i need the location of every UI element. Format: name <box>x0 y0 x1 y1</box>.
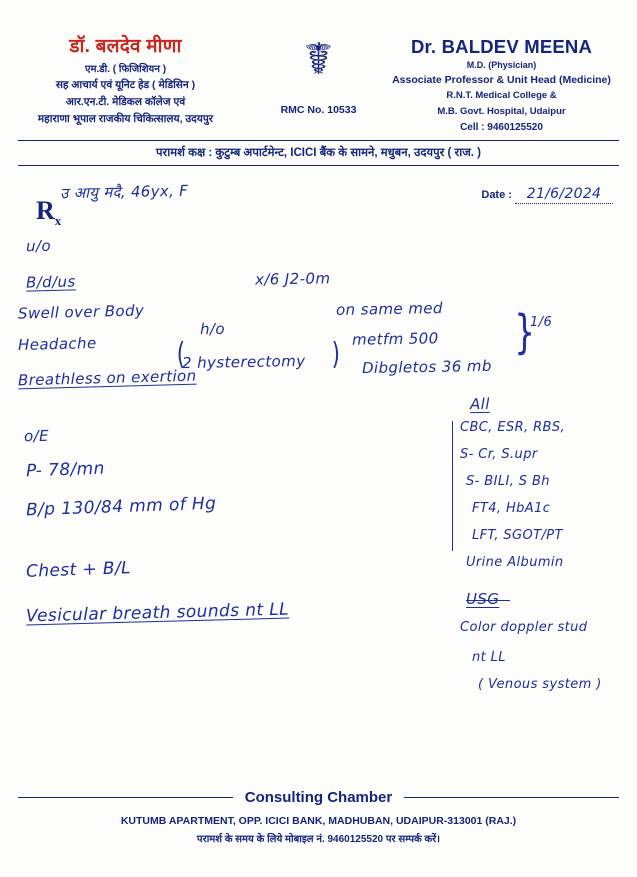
note-chest-finding: Chest + B/L <box>25 558 132 582</box>
note-symptom-breathlessness: Breathless on exertion <box>17 366 197 390</box>
rmc-number: RMC No. 10533 <box>280 104 357 116</box>
consulting-chamber-title: Consulting Chamber <box>233 789 405 806</box>
date-field <box>481 186 613 204</box>
header-center-block <box>249 35 389 116</box>
note-symptom-swelling: Swell over Body <box>17 301 145 323</box>
usg-item-1: nt LL <box>472 650 506 665</box>
note-duration: B/d/us <box>25 272 76 292</box>
note-duration-detail: x/6 J2-0m <box>254 269 331 289</box>
letterhead-footer <box>18 788 619 845</box>
advice-item-3: FT4, HbA1c <box>472 501 551 516</box>
brace-right-history: ) <box>331 337 340 372</box>
institution-line2: M.B. Govt. Hospital, Udaipur <box>437 106 566 118</box>
date-label: Date : <box>481 189 512 201</box>
letterhead-header <box>18 36 619 146</box>
brace-left-history: ( <box>176 337 185 372</box>
usg-item-0: Color doppler stud <box>460 620 588 635</box>
note-current-medication-3: Dibgletos 36 mb <box>361 356 492 378</box>
advice-item-1: S- Cr, S.upr <box>460 447 538 462</box>
patient-name-handwritten <box>60 182 188 202</box>
advice-item-4: LFT, SGOT/PT <box>472 528 563 543</box>
note-pulse: P- 78/mn <box>25 458 106 482</box>
footer-address: KUTUMB APARTMENT, OPP. ICICI BANK, MADHUBAN, UDAIPUR-313001 (RAJ.) <box>120 815 517 827</box>
header-right-english-block <box>384 36 619 133</box>
note-symptom-headache: Headache <box>17 333 97 355</box>
date-value-text: 21/6/2024 <box>526 186 602 202</box>
caduceus-icon: ☤ <box>303 35 334 84</box>
note-blood-pressure: B/p 130/84 mm of Hg <box>25 493 217 521</box>
note-current-medication-2: metfm 500 <box>351 329 439 349</box>
note-past-history-surgery: 2 hysterectomy <box>181 351 306 373</box>
rx-symbol-sub: x <box>54 213 62 229</box>
prescription-body <box>0 225 637 767</box>
note-medication-duration: 1/6 <box>530 315 553 330</box>
footer-hindi-note: परामर्श के समय के लिये मोबाइल नं. 9460125520 पर सम्पर्क करें। <box>196 834 441 845</box>
institution-line2-hindi: महाराणा भूपाल राजकीय चिकित्सालय, उदयपुर <box>37 113 214 126</box>
advice-item-2: S- BILI, S Bh <box>466 474 550 489</box>
note-chief-complaint-label: u/o <box>25 236 52 256</box>
patient-name-text: उ आयु मदै, 46yx, F <box>59 181 189 203</box>
doctor-name-english: Dr. BALDEV MEENA <box>410 36 593 57</box>
date-value <box>515 186 613 204</box>
doctor-cell-number: Cell : 9460125520 <box>460 121 543 133</box>
doctor-designation: Associate Professor & Unit Head (Medicine) <box>392 74 611 86</box>
advice-bracket <box>452 421 453 551</box>
advice-item-0: CBC, ESR, RBS, <box>460 420 566 435</box>
rx-symbol-letter: R <box>36 196 55 225</box>
doctor-degree-hindi: एम.डी. ( फिजिशियन ) <box>84 63 167 75</box>
institution-line1-hindi: आर.एन.टी. मेडिकल कॉलेज एवं <box>65 96 186 109</box>
note-current-medication-1: on same med <box>335 299 443 319</box>
brace-right-medications: } <box>514 305 535 359</box>
note-past-history-label: h/o <box>199 319 226 339</box>
note-on-examination-label: o/E <box>23 426 50 446</box>
advice-heading: All <box>469 394 490 414</box>
advice-item-5: Urine Albumin <box>466 555 564 570</box>
header-left-hindi-block <box>18 36 233 126</box>
doctor-qualification: M.D. (Physician) <box>466 60 537 70</box>
note-breath-sounds: Vesicular breath sounds nt LL <box>25 599 290 627</box>
institution-line1: R.N.T. Medical College & <box>446 90 557 101</box>
doctor-designation-hindi: सह आचार्य एवं यूनिट हेड ( मेडिसिन ) <box>55 78 196 91</box>
doctor-name-hindi: डॉ. बलदेव मीणा <box>69 36 182 57</box>
usg-item-2: ( Venous system ) <box>478 677 602 692</box>
clinic-address-bar: परामर्श कक्ष : कुटुम्ब अपार्टमेन्ट, ICICI बैंक के सामने, मधुबन, उदयपुर ( राज. ) <box>18 140 619 166</box>
usg-strikethrough <box>466 600 510 601</box>
usg-heading: USG <box>466 590 500 608</box>
